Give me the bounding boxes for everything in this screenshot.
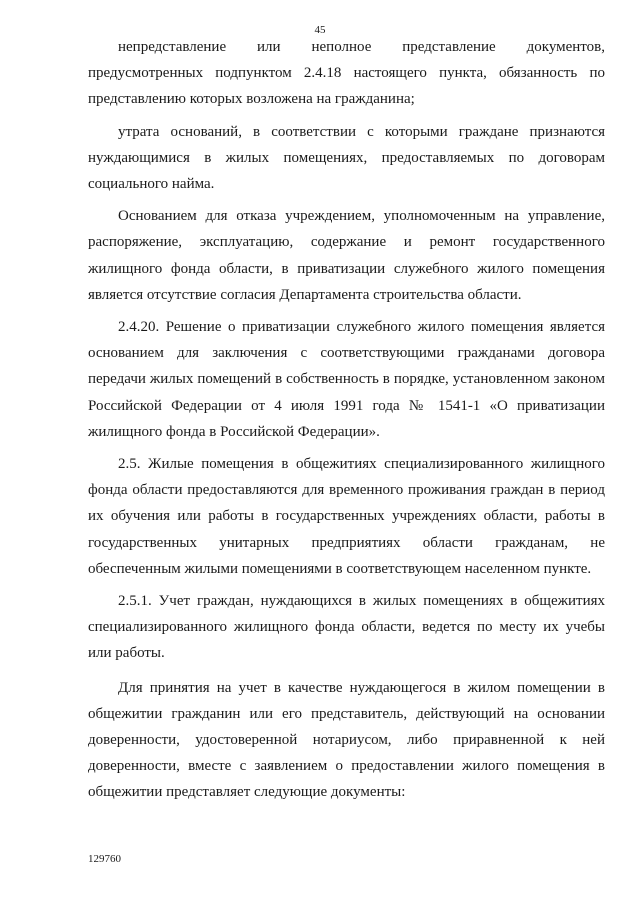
paragraph-2: утрата оснований, в соответствии с которыми граждане признаются нуждающимися в жилых помещениях, предоставляемых по договорам социального найма. [88, 123, 605, 193]
page-number: 45 [314, 24, 326, 36]
paragraph-4: 2.4.20. Решение о приватизации служебного жилого помещения является основанием для заключения с соответствующими гражданами договора передачи жилых помещений в собственность в порядке, установленном законом Российской Федерации от 4 июля 1991 года № 1541-1 «О приватизации жилищного фонда в Российской Федерации». [88, 319, 605, 440]
document-body [88, 34, 605, 806]
paragraph-3: Основанием для отказа учреждением, уполномоченным на управление, распоряжение, эксплуатацию, содержание и ремонт государственного жилищного фонда области, в приватизации служебного жилого помещения является отсутствие согласия Департамента строительства области. [88, 208, 605, 303]
paragraph-5: 2.5. Жилые помещения в общежитиях специализированного жилищного фонда области предоставляются для временного проживания граждан в период их обучения или работы в государственных учреждениях области, работы в государственных унитарных предприятиях области гражданам, не обеспеченным жилыми помещениями в соответствующем населенном пункте. [88, 456, 605, 577]
paragraph-7: Для принятия на учет в качестве нуждающегося в жилом помещении в общежитии гражданин или его представитель, действующий на основании доверенности, удостоверенной нотариусом, либо приравненной к ней доверенности, вместе с заявлением о предоставлении жилого помещения в общежитии представляет следующие документы: [88, 679, 605, 801]
paragraph-6: 2.5.1. Учет граждан, нуждающихся в жилых помещениях в общежитиях специализированного жилищного фонда области, ведется по месту их учебы или работы. [88, 593, 605, 662]
document-code: 129760 [88, 853, 121, 865]
paragraph-1: непредставление или неполное представление документов, предусмотренных подпунктом 2.4.18 настоящего пункта, обязанность по представлению которых возложена на гражданина; [88, 39, 605, 108]
